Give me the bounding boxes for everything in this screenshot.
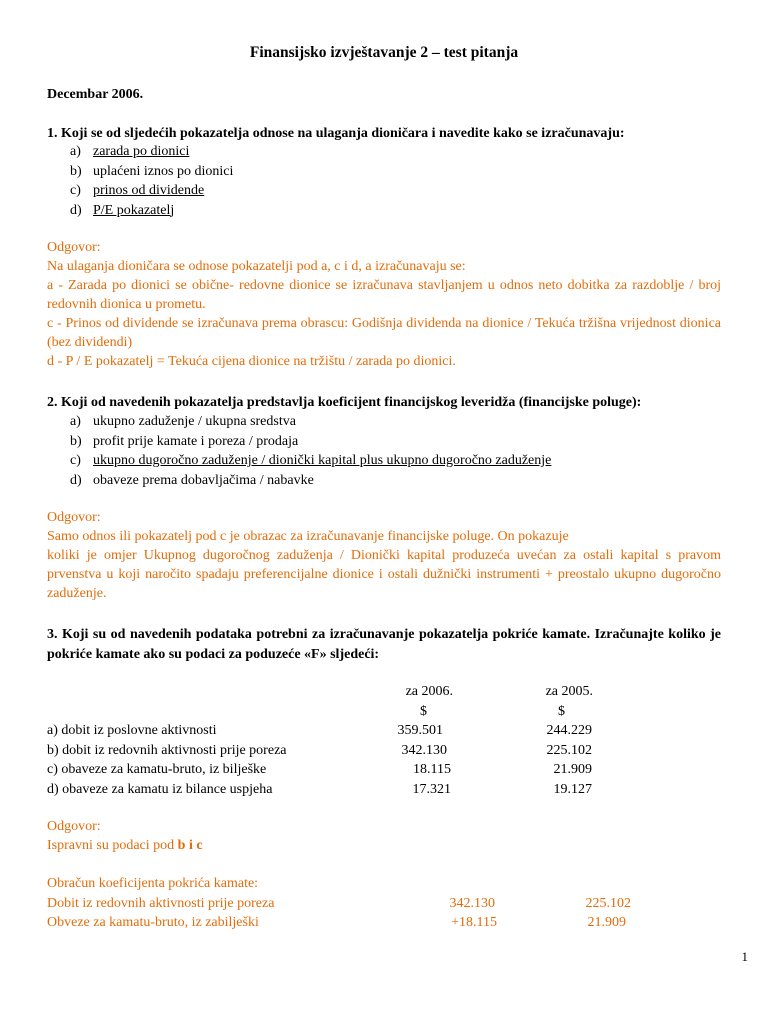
list-item: d) P/E pokazatelj xyxy=(70,202,175,218)
question-1-options xyxy=(47,142,233,220)
answer-bold: b i c xyxy=(177,838,203,853)
column-header: za 2005. xyxy=(545,684,593,699)
table-row: c) obaveze za kamatu-bruto, iz bilješke 18.115 21.909 xyxy=(47,762,592,777)
answer-label: Odgovor: xyxy=(47,510,101,525)
document-date: Decembar 2006. xyxy=(47,87,144,102)
table-header xyxy=(47,682,721,702)
data-table xyxy=(47,682,721,799)
answer-1 xyxy=(47,238,721,371)
table-row: b) dobit iz redovnih aktivnosti prije poreza 342.130 225.102 xyxy=(47,742,592,758)
calculation-block xyxy=(47,874,721,933)
list-item: c) ukupno dugoročno zaduženje / dionički kapital plus ukupno dugoročno zaduženje xyxy=(70,453,552,468)
answer-label: Odgovor: xyxy=(47,819,101,834)
column-header: za 2006. xyxy=(405,684,453,699)
table-row: Dobit iz redovnih aktivnosti prije poreza 342.130 225.102 xyxy=(47,895,631,911)
document-title: Finansijsko izvještavanje 2 – test pitanja xyxy=(249,44,519,61)
list-item: c) prinos od dividende xyxy=(70,183,205,198)
question-1: 1. Koji se od sljedećih pokazatelja odnose na ulaganja dioničara i navedite kako se izračunavaju: xyxy=(47,126,625,141)
table-row: d) obaveze za kamatu iz bilance uspjeha 17.321 19.127 xyxy=(47,781,592,797)
answer-text: koliki je omjer Ukupnog dugoročnog zaduženja / Dionički kapital produzeća uvećan za ostali kapital s pravom prvenstva u koji naročito spadaju preferencijalne dionice i ostali dužnički instrumenti + preostalo ukupno dugoročno zaduženje. xyxy=(47,548,721,601)
answer-text: d - P / E pokazatelj = Tekuća cijena dionice na tržištu / zarada po dionici. xyxy=(47,354,456,369)
table-row: a) dobit iz poslovne aktivnosti 359.501 244.229 xyxy=(47,723,592,738)
list-item: b) uplaćeni iznos po dionici xyxy=(70,163,234,179)
answer-text: Ispravni su podaci pod b i c xyxy=(47,838,203,853)
answer-text: c - Prinos od dividende se izračunava prema obrascu: Godišnja dividenda na dionice / Tekuća tržišna vrijednost dionica (bez dividendi) xyxy=(47,316,721,350)
calculation-title: Obračun koeficijenta pokrića kamate: xyxy=(47,876,259,891)
list-item: b) profit prije kamate i poreza / prodaja xyxy=(70,433,299,449)
answer-label: Odgovor: xyxy=(47,240,101,255)
answer-text: Na ulaganja dioničara se odnose pokazatelji pod a, c i d, a izračunavaju se: xyxy=(47,259,466,274)
question-3: 3. Koji su od navedenih podataka potrebni za izračunavanje pokazatelja pokriće kamate. Izračunajte koliko je pokriće kamate ako su podaci za poduzeće «F» sljedeći: xyxy=(47,627,721,662)
table-header xyxy=(47,702,721,722)
currency-label: $ xyxy=(420,703,427,719)
answer-text: Samo odnos ili pokazatelj pod c je obrazac za izračunavanje financijske poluge. On pokazuje xyxy=(47,529,569,544)
answer-3 xyxy=(47,817,721,855)
currency-label: $ xyxy=(558,703,565,719)
question-2: 2. Koji od navedenih pokazatelja predstavlja koeficijent financijskog leveridža (financijske poluge): xyxy=(47,395,642,410)
list-item: a) ukupno zaduženje / ukupna sredstva xyxy=(70,414,296,429)
list-item: a) zarada po dionici xyxy=(70,144,190,159)
table-row: Obveze za kamatu-bruto, iz zabilješki +18.115 21.909 xyxy=(47,915,626,930)
question-2-options xyxy=(47,412,551,490)
answer-text: a - Zarada po dionici se obične- redovne dionice se izračunava stavljanjem u odnos neto dobitka za razdoblje / broj redovnih dionica u prometu. xyxy=(47,278,721,312)
answer-2 xyxy=(47,508,721,603)
page-number: 1 xyxy=(741,949,748,964)
list-item: d) obaveze prema dobavljačima / nabavke xyxy=(70,472,314,488)
